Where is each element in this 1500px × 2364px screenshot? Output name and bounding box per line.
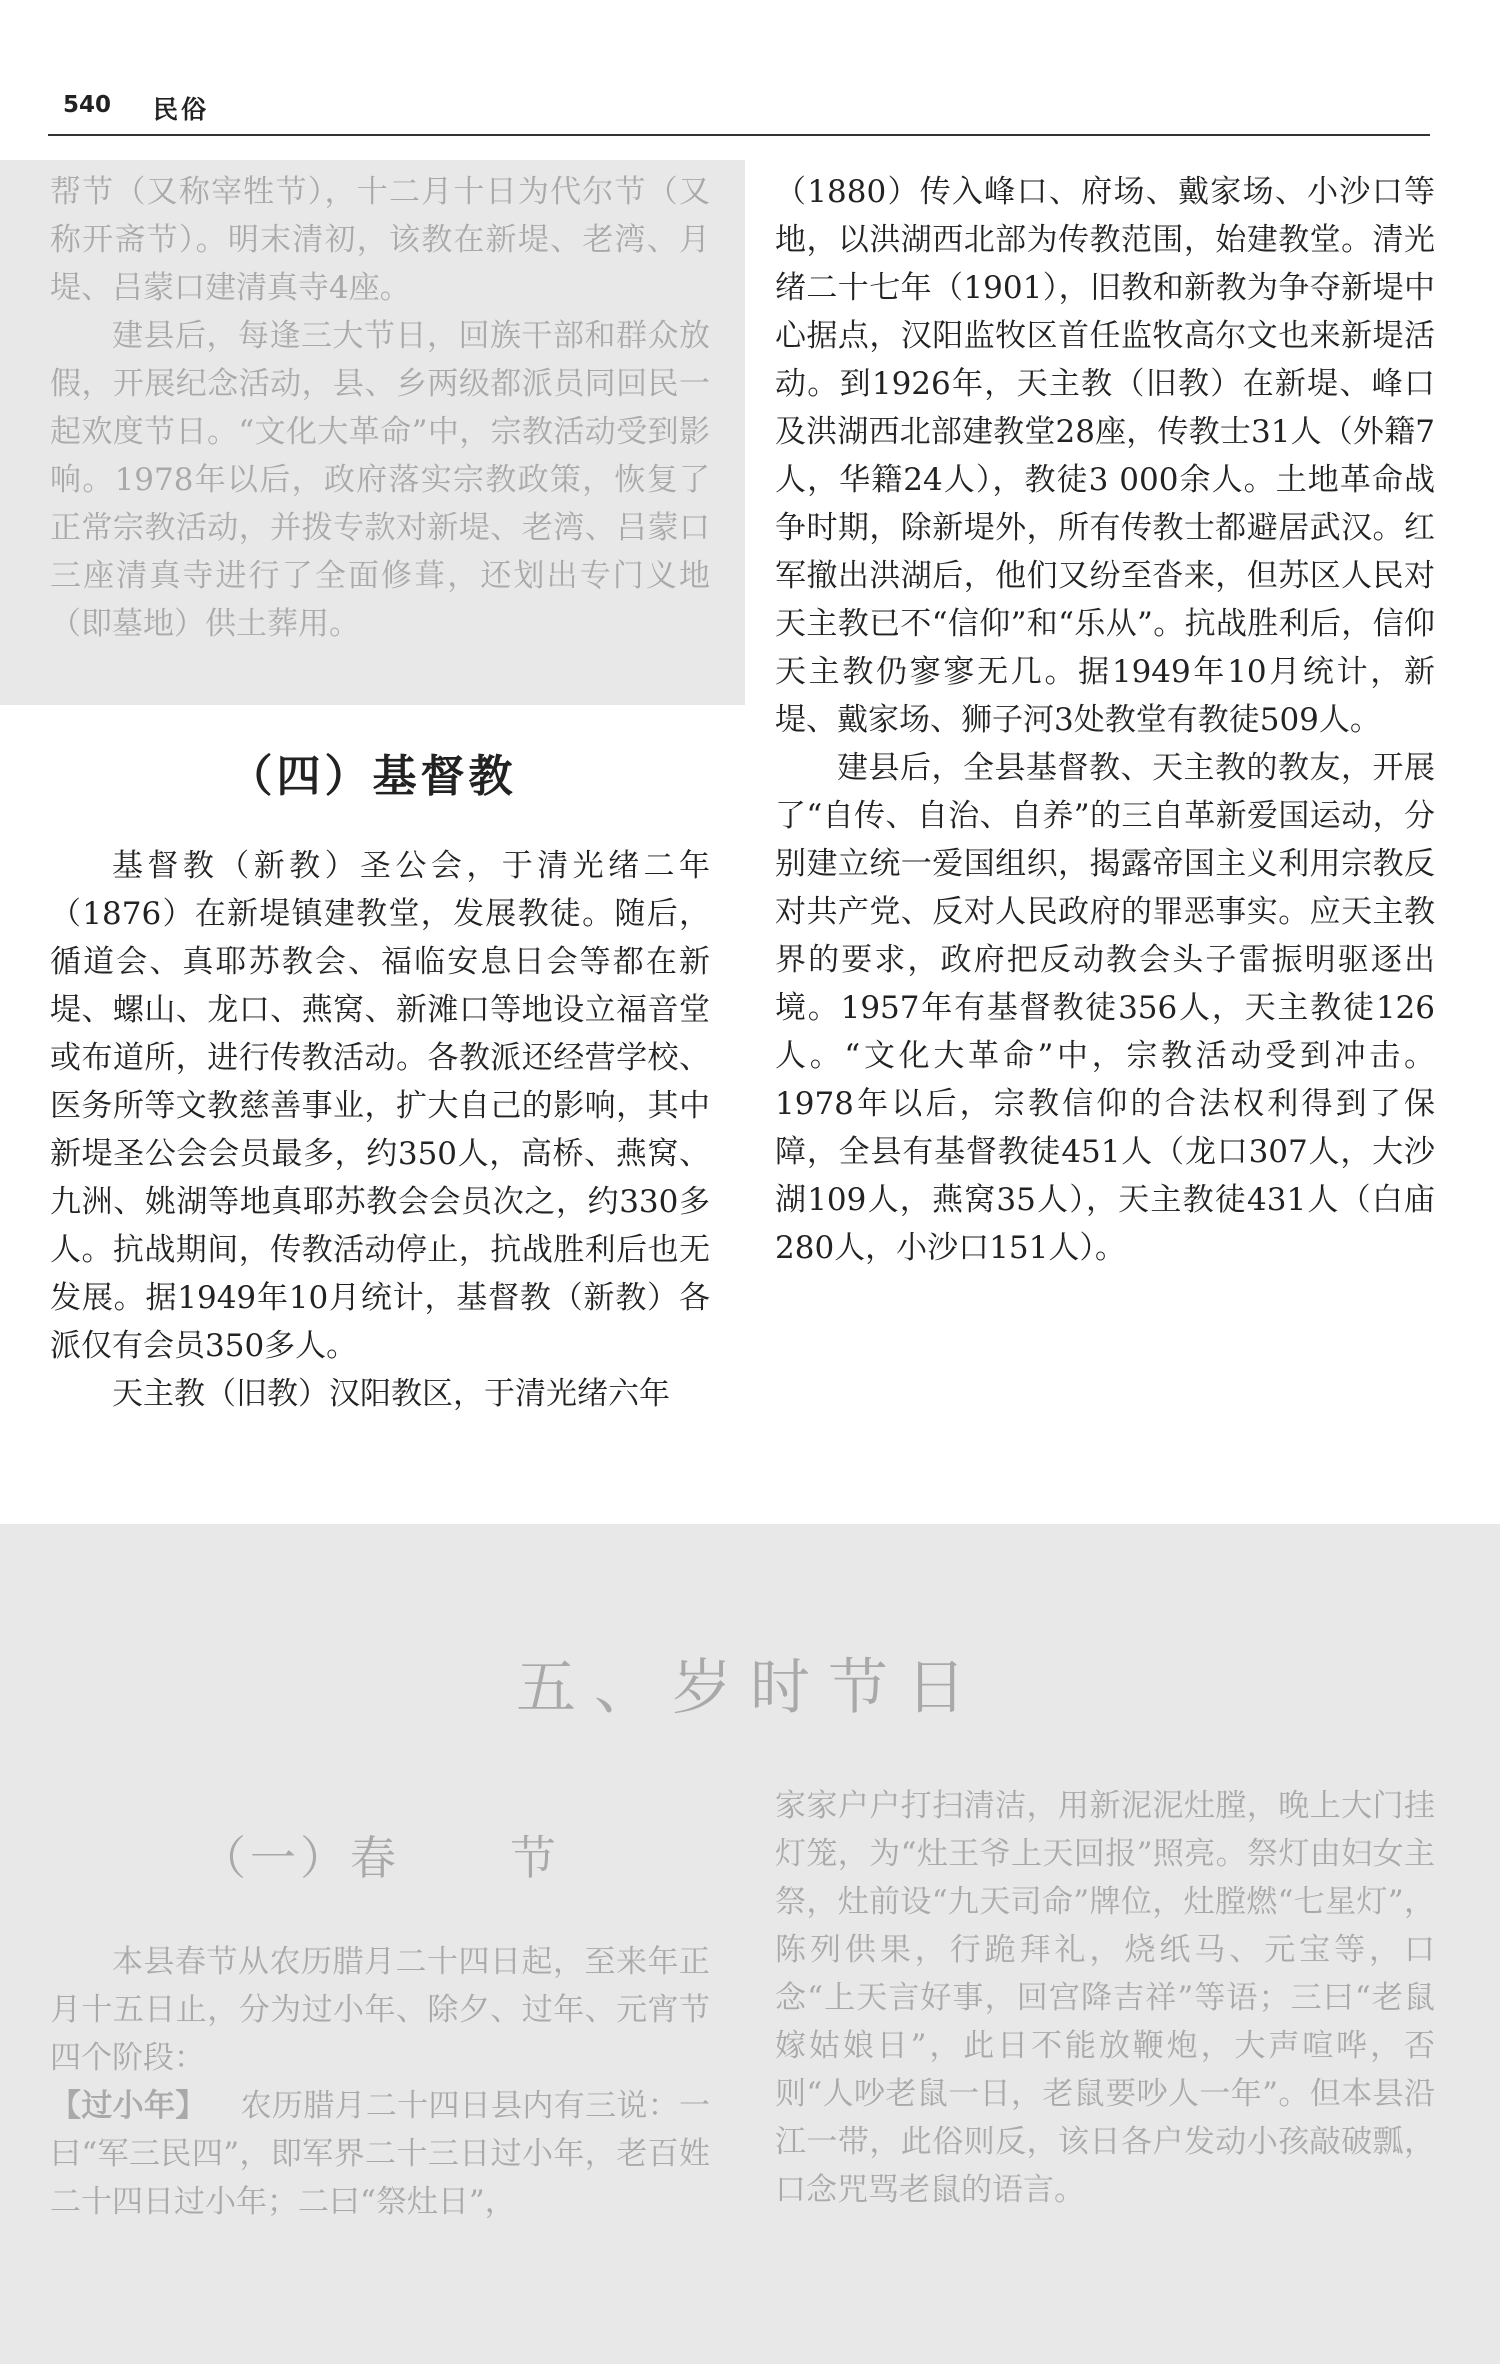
top-left-text [50, 168, 710, 648]
paragraph: 建县后，每逢三大节日，回族干部和群众放假，开展纪念活动，县、乡两级都派员同回民一起欢度节日。“文化大革命”中，宗教活动受到影响。1978年以后，政府落实宗教政策，恢复了正常宗教活动，并拨专款对新堤、老湾、吕蒙口三座清真寺进行了全面修葺，还划出专门义地（即墓地）供土葬用。 [50, 318, 710, 642]
topic-tag: 【过小年】 [50, 2088, 207, 2124]
paragraph-body: 农历腊月二十四日县内有三说：一曰“军三民四”，即军界二十三日过小年，老百姓二十四日过小年；二曰“祭灶日”， [50, 2088, 711, 2220]
paragraph: （1880）传入峰口、府场、戴家场、小沙口等地，以洪湖西北部为传教范围，始建教堂。清光绪二十七年（1901），旧教和新教为争夺新堤中心据点，汉阳监牧区首任监牧高尔文也来新堤活动。到1926年，天主教（旧教）在新堤、峰口及洪湖西北部建教堂28座，传教士31人（外籍7人，华籍24人），教徒3 000余人。土地革命战争时期，除新堤外，所有传教士都避居武汉。红军撤出洪湖后，他们又纷至沓来，但苏区人民对天主教已不“信仰”和“乐从”。抗战胜利后，信仰天主教仍寥寥无几。据1949年10月统计，新堤、戴家场、狮子河3处教堂有教徒509人。 [775, 174, 1436, 738]
paragraph: 天主教（旧教）汉阳教区，于清光绪六年 [112, 1376, 670, 1412]
paragraph: 帮节（又称宰牲节），十二月十日为代尔节（又称开斋节）。明末清初，该教在新堤、老湾、月堤、吕蒙口建清真寺4座。 [50, 174, 710, 306]
paragraph: 建县后，全县基督教、天主教的教友，开展了“自传、自治、自养”的三自革新爱国运动，分别建立统一爱国组织，揭露帝国主义利用宗教反对共产党、反对人民政府的罪恶事实。应天主教界的要求，政府把反动教会头子雷振明驱逐出境。1957年有基督教徒356人，天主教徒126人。“文化大革命”中，宗教活动受到冲击。1978年以后，宗教信仰的合法权利得到了保障，全县有基督教徒451人（龙口307人，大沙湖109人，燕窝35人），天主教徒431人（白庙280人，小沙口151人）。 [775, 750, 1435, 1266]
christianity-text [50, 842, 710, 1418]
subsection-title-spring-festival [60, 1822, 700, 1888]
page-number: 540 [63, 92, 112, 118]
paragraph: 基督教（新教）圣公会，于清光绪二年（1876）在新堤镇建教堂，发展教徒。随后，循道会、真耶苏教会、福临安息日会等都在新堤、螺山、龙口、燕窝、新滩口等地设立福音堂或布道所，进行传教活动。各教派还经营学校、医务所等文教慈善事业，扩大自己的影响，其中新堤圣公会会员最多，约350人，高桥、燕窝、九洲、姚湖等地真耶苏教会会员次之，约330多人。抗战期间，传教活动停止，抗战胜利后也无发展。据1949年10月统计，基督教（新教）各派仅有会员350多人。 [50, 848, 711, 1364]
paragraph: 本县春节从农历腊月二十四日起，至来年正月十五日止，分为过小年、除夕、过年、元宵节四个阶段： [50, 1944, 710, 2076]
chapter-title: 五、岁时节日 [516, 1653, 984, 1723]
spring-festival-left-text [50, 1938, 710, 2226]
right-column-text [775, 168, 1435, 1272]
subsection-title-part: （一）春 [200, 1831, 400, 1885]
running-title: 民俗 [153, 95, 210, 124]
paragraph: 家家户户打扫清洁，用新泥泥灶膛，晚上大门挂灯笼，为“灶王爷上天回报”照亮。祭灯由妇女主祭，灶前设“九天司命”牌位，灶膛燃“七星灯”，陈列供果，行跪拜礼，烧纸马、元宝等，口念“上天言好事，回宫降吉祥”等语；三曰“老鼠嫁姑娘日”，此日不能放鞭炮，大声喧哗，否则“人吵老鼠一日，老鼠要吵人一年”。但本县沿江一带，此俗则反，该日各户发动小孩敲破瓢，口念咒骂老鼠的语言。 [775, 1788, 1435, 2208]
paragraph [50, 2082, 710, 2226]
section-title-christianity: （四）基督教 [228, 751, 517, 802]
page-header [48, 92, 1430, 136]
spring-festival-right-text [775, 1782, 1435, 2214]
subsection-title-part: 节 [510, 1831, 560, 1885]
